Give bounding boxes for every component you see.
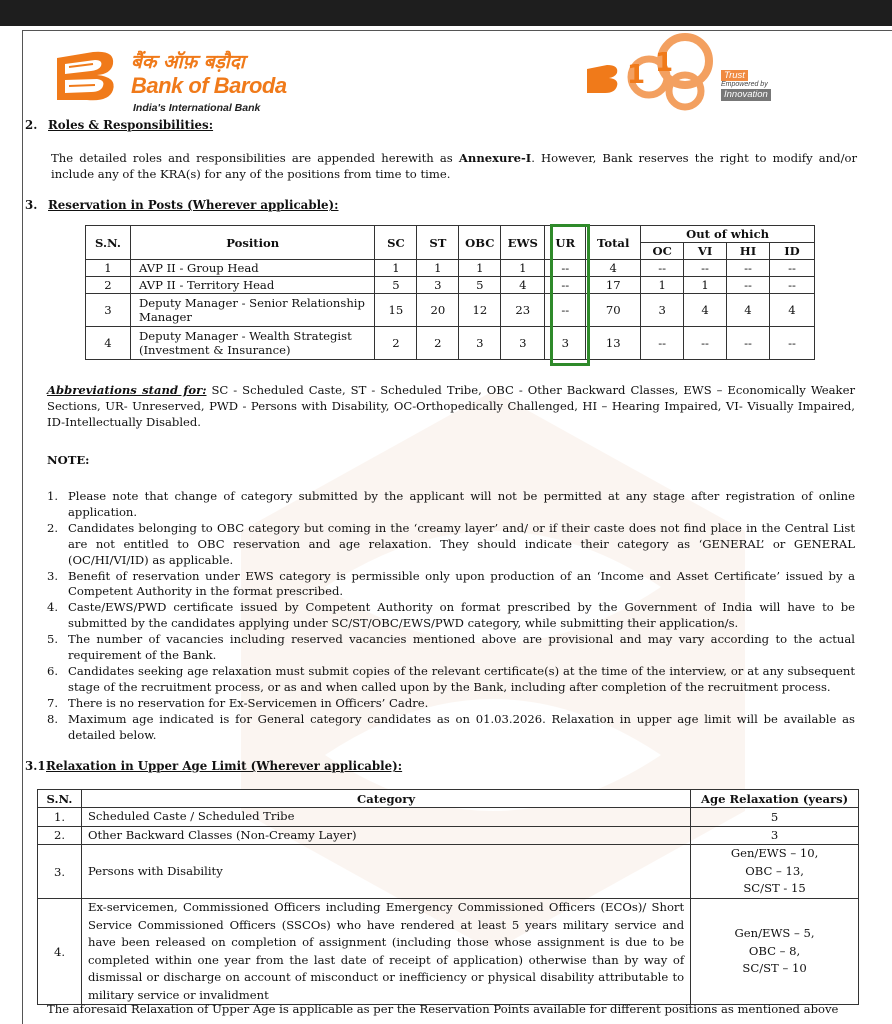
list-item: 6. Candidates seeking age relaxation must submit copies of the relevant certificate(s) at the time of the interview, or at any subsequent stage of the recruitment process, or as and when called upon by the Bank, including after completion of the recruitment process.	[47, 663, 855, 694]
col-total: Total	[586, 226, 641, 260]
notes-list	[47, 489, 855, 744]
logo-tagline: India's International Bank	[133, 102, 261, 114]
bank-of-baroda-logo-icon	[53, 50, 119, 102]
table-row: 4 Deputy Manager - Wealth Strategist (Investment & Insurance) 2 2 3 3 3 13 -- -- -- --	[86, 327, 815, 360]
table-row: 2 AVP II - Territory Head 5 3 5 4 -- 17 1 1 -- --	[86, 277, 815, 294]
list-item: 5. The number of vacancies including reserved vacancies mentioned above are provisional and may vary according to the actual requirement of the Bank.	[47, 632, 855, 663]
viewer-top-bar	[0, 0, 892, 26]
section-3-title: Reservation in Posts (Wherever applicable):	[48, 198, 339, 212]
section-3-1-number: 3.1	[25, 759, 46, 773]
col-hi: HI	[727, 243, 770, 260]
list-item: 7. There is no reservation for Ex-Servicemen in Officers’ Cadre.	[47, 695, 429, 710]
col-obc: OBC	[459, 226, 501, 260]
col-ews: EWS	[501, 226, 545, 260]
table-row: 4. Ex-servicemen, Commissioned Officers including Emergency Commissioned Officers (ECOs)/ Short Service Commissioned Officers (SSCOs) who have rendered at least 5 years military service and have been released on completion of assignment (including those whose assignment is due to be completed within one year from the last date of receipt of application) otherwise than by way of dismissal or discharge on account of misconduct or inefficiency or physical disability attributable to military service or invalidment Gen/EWS – 5, OBC – 8, SC/ST – 10	[38, 899, 859, 1005]
list-item: 3. Benefit of reservation under EWS category is permissible only upon production of an ‘Income and Asset Certificate’ issued by a Competent Authority in the format prescribed.	[47, 568, 855, 599]
col-out-of-which: Out of which	[641, 226, 815, 243]
age-relaxation-table	[37, 789, 859, 1005]
col-category: Category	[81, 790, 690, 808]
section-3-number: 3.	[25, 198, 38, 212]
col-position: Position	[130, 226, 375, 260]
section-2-heading	[25, 118, 213, 132]
table-row: 3 Deputy Manager - Senior Relationship Manager 15 20 12 23 -- 70 3 4 4 4	[86, 294, 815, 327]
col-oc: OC	[641, 243, 684, 260]
logo-hindi-text: बैंक ऑफ़ बड़ौदा	[131, 51, 245, 73]
anniversary-emblem-icon	[585, 31, 825, 111]
list-item: 1. Please note that change of category submitted by the applicant will not be permitted at any stage after registration of online application.	[47, 489, 855, 519]
age-relaxation-footer: The aforesaid Relaxation of Upper Age is applicable as per the Reservation Points available for different positions as mentioned above	[47, 1002, 839, 1016]
table-row: 2. Other Backward Classes (Non-Creamy Layer) 3	[38, 826, 859, 845]
svg-text:1: 1	[627, 60, 646, 90]
svg-text:1: 1	[655, 48, 674, 78]
section-3-1-heading	[25, 759, 402, 773]
col-sn: S.N.	[38, 790, 82, 808]
table-row: 1. Scheduled Caste / Scheduled Tribe 5	[38, 808, 859, 827]
section-3-heading	[25, 198, 339, 212]
table-row: 3. Persons with Disability Gen/EWS – 10, OBC – 13, SC/ST - 15	[38, 845, 859, 899]
section-2-paragraph: The detailed roles and responsibilities are appended herewith as Annexure-I. However, Bank reserves the right to modify and/or include any of the KRA(s) for any of the positions from time to time.	[51, 151, 857, 181]
reservation-table	[85, 225, 815, 360]
section-3-1-title: Relaxation in Upper Age Limit (Wherever applicable):	[46, 759, 403, 773]
col-sn: S.N.	[86, 226, 131, 260]
section-2-number: 2.	[25, 118, 38, 132]
table-header-row	[86, 226, 815, 243]
list-item: 4. Caste/EWS/PWD certificate issued by Competent Authority on format prescribed by the Government of India will have to be submitted by the candidates applying under SC/ST/OBC/EWS/PWD category, while submitting their application/s.	[47, 600, 855, 631]
table-row: 1 AVP II - Group Head 1 1 1 1 -- 4 -- -- -- --	[86, 260, 815, 277]
list-item: 8. Maximum age indicated is for General category candidates as on 01.03.2026. Relaxation in upper age limit will be available as detailed below.	[47, 711, 855, 742]
anniversary-empowered-text: Empowered by	[721, 81, 768, 88]
col-vi: VI	[684, 243, 727, 260]
section-2-title: Roles & Responsibilities:	[48, 118, 214, 132]
col-age-relaxation: Age Relaxation (years)	[691, 790, 859, 808]
col-sc: SC	[375, 226, 417, 260]
table-header-row	[38, 790, 859, 808]
col-st: ST	[417, 226, 459, 260]
abbreviations-paragraph: Abbreviations stand for: SC - Scheduled Caste, ST - Scheduled Tribe, OBC - Other Backward Classes, EWS – Economically Weaker Sections, UR- Unreserved, PWD - Persons with Disability, OC-Orthopedically Challenged, HI – Hearing Impaired, VI- Visually Impaired, ID-Intellectually Disabled.	[47, 383, 855, 429]
col-id: ID	[769, 243, 814, 260]
logo-english-text: Bank of Baroda	[131, 73, 287, 98]
annexure-ref: Annexure-I	[458, 151, 532, 165]
document-page	[22, 30, 892, 1024]
anniversary-trust-text: Trust	[721, 70, 748, 81]
anniversary-innovation-text: Innovation	[721, 89, 771, 101]
list-item: 2. Candidates belonging to OBC category but coming in the ‘creamy layer’ and/ or if their caste does not find place in the Central List are not entitled to OBC reservation and age relaxation. They should indicate their category as ‘GENERAL’ or GENERAL (OC/HI/VI/ID) as applicable.	[47, 520, 855, 567]
note-label: NOTE:	[47, 453, 90, 467]
abbreviations-label: Abbreviations stand for:	[47, 383, 207, 397]
col-ur: UR	[545, 226, 586, 260]
